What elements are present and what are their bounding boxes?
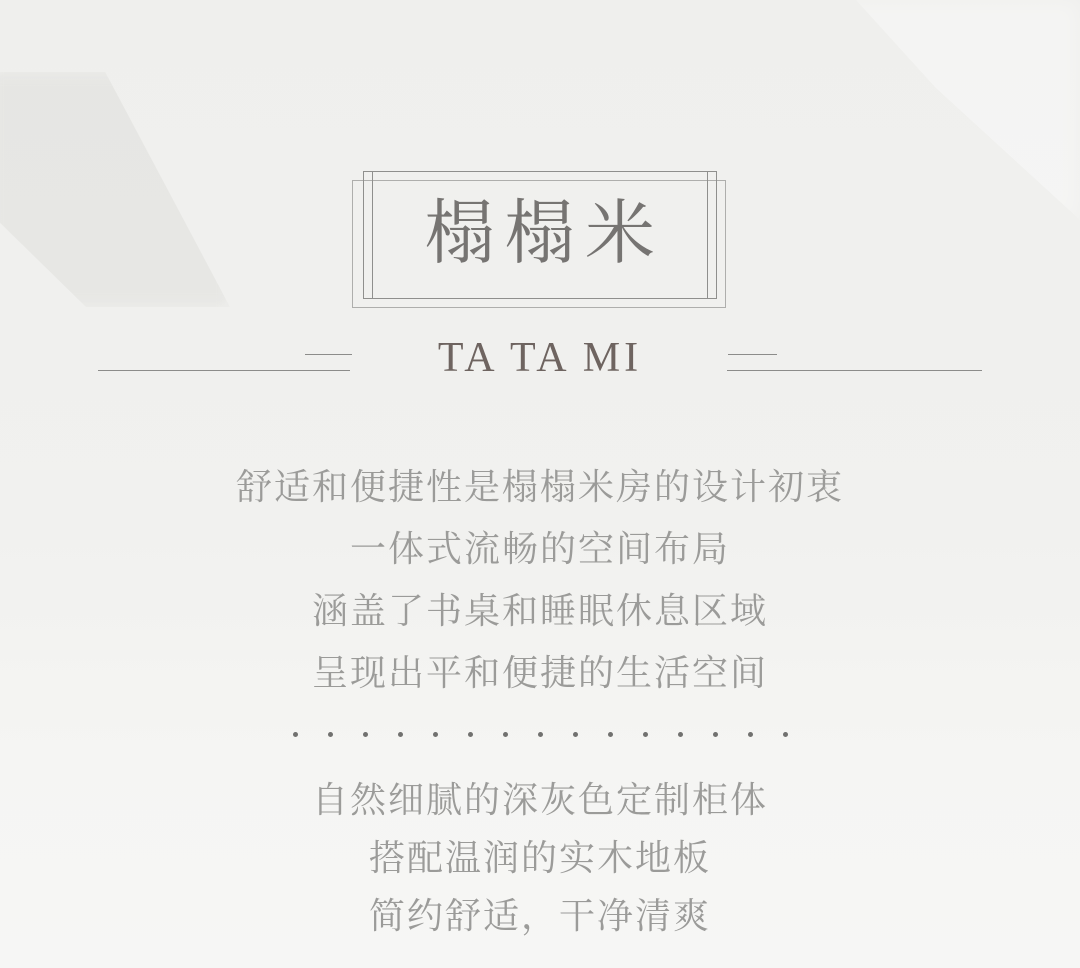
intro-line: 一体式流畅的空间布局 (349, 529, 730, 569)
detail-paragraph (0, 771, 1080, 945)
divider-dot (433, 732, 438, 737)
divider-dot (783, 732, 788, 737)
detail-line: 搭配温润的实木地板 (368, 838, 711, 878)
intro-line: 呈现出平和便捷的生活空间 (311, 653, 768, 693)
divider-dot (398, 732, 403, 737)
intro-paragraph (0, 456, 1080, 704)
title-frame (363, 171, 717, 299)
subtitle-text: TA TA MI (437, 335, 643, 381)
page-title: 榻榻米 (425, 196, 665, 273)
subtitle-row (0, 332, 1080, 384)
divider-dot (293, 732, 298, 737)
divider-dot (643, 732, 648, 737)
dotted-divider (0, 732, 1080, 737)
divider-dot (468, 732, 473, 737)
divider-dot (503, 732, 508, 737)
background-sheen-right (760, 0, 1080, 220)
detail-line: 自然细腻的深灰色定制柜体 (311, 780, 768, 820)
divider-dot (678, 732, 683, 737)
divider-dot (573, 732, 578, 737)
divider-dot (608, 732, 613, 737)
divider-dot (713, 732, 718, 737)
intro-line: 舒适和便捷性是榻榻米房的设计初衷 (235, 467, 844, 507)
intro-line: 涵盖了书桌和睡眠休息区域 (311, 591, 768, 631)
divider-dot (363, 732, 368, 737)
divider-dot (538, 732, 543, 737)
detail-line: 简约舒适，干净清爽 (368, 896, 711, 936)
divider-dot (748, 732, 753, 737)
background-sheen-left (0, 72, 230, 307)
divider-dot (328, 732, 333, 737)
